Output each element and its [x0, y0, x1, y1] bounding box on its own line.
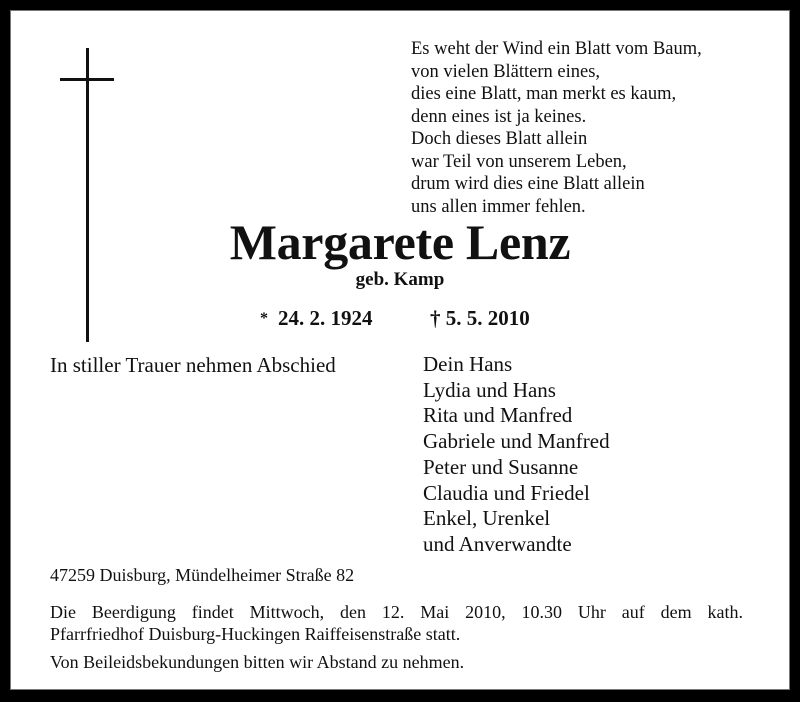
- mourner: Dein Hans: [423, 352, 513, 376]
- deceased-name: Margarete Lenz: [229, 214, 571, 270]
- mourner: Lydia und Hans: [423, 377, 556, 402]
- cross-icon: [86, 48, 89, 342]
- mourner: Peter und Susanne: [423, 454, 579, 479]
- address: 47259 Duisburg, Mündelheimer Straße 82: [50, 565, 355, 585]
- birth-star-icon: *: [260, 310, 268, 327]
- poem-line: Doch dieses Blatt allein: [411, 129, 588, 149]
- birth-date-line: [260, 305, 373, 334]
- mourning-intro: In stiller Trauer nehmen Abschied: [50, 353, 336, 377]
- cross-icon-crossbar: [60, 78, 114, 81]
- mourners-list: [423, 352, 610, 558]
- birth-date: 24. 2. 1924: [278, 306, 373, 330]
- obituary-notice: [10, 10, 790, 690]
- poem-line: denn eines ist ja keines.: [411, 106, 587, 127]
- funeral-line: Die Beerdigung findet Mittwoch, den 12. Mai 2010, 10.30 Uhr auf dem kath.: [50, 602, 743, 622]
- condolence-note: Von Beileidsbekundungen bitten wir Abstand zu nehmen.: [50, 652, 465, 672]
- mourner: Claudia und Friedel: [423, 480, 590, 505]
- funeral-info: [50, 601, 743, 645]
- mourner: Gabriele und Manfred: [423, 429, 610, 454]
- maiden-name: geb. Kamp: [355, 269, 445, 290]
- poem: [411, 38, 702, 218]
- poem-line: drum wird dies eine Blatt allein: [411, 174, 645, 194]
- death-date: 5. 5. 2010: [445, 306, 530, 330]
- funeral-line: Pfarrfriedhof Duisburg-Huckingen Raiffeisenstraße statt.: [50, 624, 461, 644]
- mourner: und Anverwandte: [423, 531, 572, 556]
- mourner: Rita und Manfred: [423, 403, 573, 428]
- poem-line: dies eine Blatt, man merkt es kaum,: [411, 84, 677, 104]
- poem-line: von vielen Blättern eines,: [411, 61, 601, 82]
- poem-line: war Teil von unserem Leben,: [411, 151, 627, 172]
- poem-line: Es weht der Wind ein Blatt vom Baum,: [411, 39, 702, 59]
- death-dagger-icon: †: [430, 306, 441, 330]
- poem-line: uns allen immer fehlen.: [411, 196, 586, 217]
- death-date-line: [430, 305, 530, 331]
- mourner: Enkel, Urenkel: [423, 506, 551, 531]
